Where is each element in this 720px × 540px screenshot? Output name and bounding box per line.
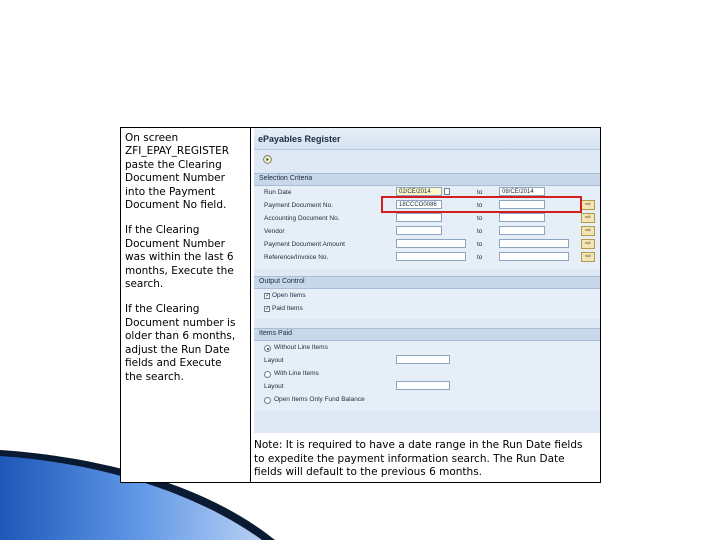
paid-items-label: Paid Items <box>272 305 303 312</box>
vendor-from-field[interactable] <box>396 226 442 235</box>
instruction-step-3: If the Clearing Document number is older than 6 months, adjust the Run Date fields and Execute the search. <box>125 303 236 383</box>
to-label: to <box>477 202 483 209</box>
open-items-only-fund-balance-radio[interactable] <box>264 397 271 404</box>
accounting-document-no-from-field[interactable] <box>396 213 442 222</box>
layout-field[interactable] <box>396 355 450 364</box>
open-items-checkbox[interactable]: ✓ <box>265 293 271 299</box>
sap-screen <box>254 128 600 433</box>
calendar-icon[interactable] <box>444 188 450 195</box>
reference-invoice-no-label: Reference/Invoice No. <box>264 254 329 261</box>
multiple-selection-button[interactable] <box>581 252 595 262</box>
execute-icon[interactable] <box>263 155 272 164</box>
to-label: to <box>477 215 483 222</box>
multiple-selection-button[interactable] <box>581 226 595 236</box>
instructions-text <box>125 132 249 396</box>
output-control-group <box>254 276 600 319</box>
multiple-selection-button[interactable] <box>581 200 595 210</box>
payment-document-amount-from-field[interactable] <box>396 239 466 248</box>
layout-label: Layout <box>264 383 284 390</box>
layout-label: Layout <box>264 357 284 364</box>
instruction-step-1: On screen ZFI_EPAY_REGISTER paste the Clearing Document Number into the Payment Document No field. <box>125 132 230 212</box>
arrow-right-icon: ⇨ <box>585 253 591 260</box>
selection-criteria-header: Selection Criteria <box>254 173 600 186</box>
run-date-from-field[interactable]: 02/CE/2014 <box>396 187 442 196</box>
multiple-selection-button[interactable] <box>581 239 595 249</box>
items-paid-header: Items Paid <box>254 328 600 341</box>
arrow-right-icon: ⇨ <box>585 240 591 247</box>
accounting-document-no-label: Accounting Document No. <box>264 215 340 222</box>
open-items-label: Open Items <box>272 292 306 299</box>
items-paid-group <box>254 328 600 411</box>
arrow-right-icon: ⇨ <box>585 214 591 221</box>
paid-items-checkbox[interactable]: ✓ <box>265 306 271 312</box>
accounting-document-no-to-field[interactable] <box>499 213 545 222</box>
payment-document-highlight-box <box>381 196 582 213</box>
payment-document-amount-to-field[interactable] <box>499 239 569 248</box>
payment-document-no-label: Payment Document No. <box>264 202 334 209</box>
open-items-only-fund-balance-label: Open Items Only Fund Balance <box>274 396 365 403</box>
to-label: to <box>477 189 483 196</box>
to-label: to <box>477 241 483 248</box>
run-date-to-field[interactable]: 08/CE/2014 <box>499 187 545 196</box>
selection-criteria-group <box>254 173 600 269</box>
output-control-header: Output Control <box>254 276 600 289</box>
to-label: to <box>477 228 483 235</box>
vendor-label: Vendor <box>264 228 285 235</box>
multiple-selection-button[interactable] <box>581 213 595 223</box>
screen-title: ePayables Register <box>258 134 341 144</box>
vendor-to-field[interactable] <box>499 226 545 235</box>
reference-invoice-no-from-field[interactable] <box>396 252 466 261</box>
slide-content-frame <box>120 127 601 483</box>
with-line-items-label: With Line Items <box>274 370 319 377</box>
payment-document-no-from-field[interactable]: 18CCCO0086 <box>396 200 442 209</box>
instruction-step-2: If the Clearing Document Number was within the last 6 months, Execute the search. <box>125 224 234 291</box>
without-line-items-radio[interactable] <box>264 345 271 352</box>
arrow-right-icon: ⇨ <box>585 227 591 234</box>
payment-document-amount-label: Payment Document Amount <box>264 241 345 248</box>
instructions-column <box>121 128 251 482</box>
to-label: to <box>477 254 483 261</box>
without-line-items-label: Without Line Items <box>274 344 328 351</box>
sap-title-bar <box>254 128 600 150</box>
arrow-right-icon: ⇨ <box>585 201 591 208</box>
reference-invoice-no-to-field[interactable] <box>499 252 569 261</box>
layout-field[interactable] <box>396 381 450 390</box>
run-date-label: Run Date <box>264 189 292 196</box>
with-line-items-radio[interactable] <box>264 371 271 378</box>
run-date-note: Note: It is required to have a date range in the Run Date fields to expedite the payment information search. The Run Date fields will default to the previous 6 months. <box>254 439 583 478</box>
